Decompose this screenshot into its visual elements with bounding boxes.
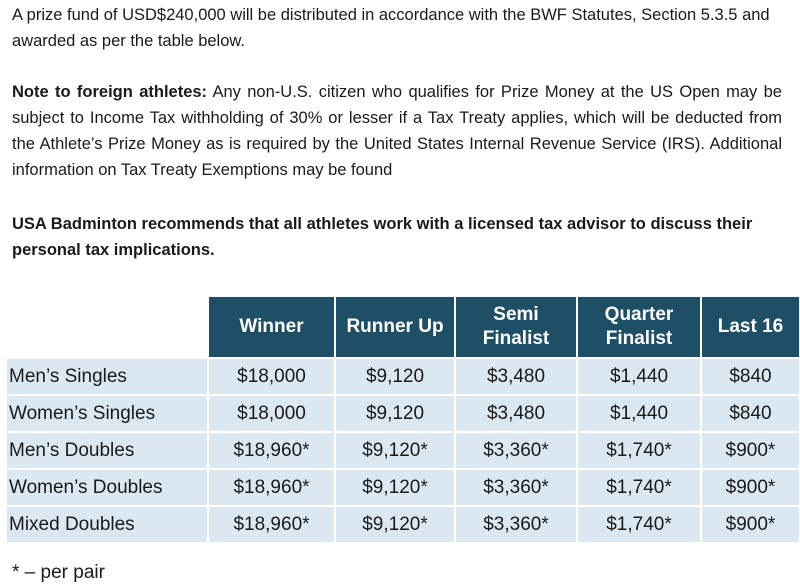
prize-cell: $9,120 bbox=[336, 396, 454, 431]
prize-cell: $9,120* bbox=[336, 433, 454, 468]
prize-cell: $840 bbox=[702, 359, 799, 394]
prize-cell: $18,000 bbox=[209, 396, 334, 431]
table-row bbox=[7, 470, 799, 505]
prize-cell: $18,960* bbox=[209, 433, 334, 468]
prize-cell: $18,960* bbox=[209, 507, 334, 542]
prize-cell: $840 bbox=[702, 396, 799, 431]
column-header-quarter-finalist: Quarter Finalist bbox=[578, 297, 700, 357]
prize-cell: $18,960* bbox=[209, 470, 334, 505]
note-label: Note to foreign athletes: bbox=[12, 83, 208, 101]
column-header-semi-finalist: Semi Finalist bbox=[456, 297, 576, 357]
prize-cell: $3,480 bbox=[456, 359, 576, 394]
foreign-athletes-note bbox=[12, 79, 782, 183]
row-label: Men’s Doubles bbox=[7, 433, 207, 468]
row-label: Women’s Singles bbox=[7, 396, 207, 431]
prize-fund-intro: A prize fund of USD$240,000 will be distributed in accordance with the BWF Statutes, Section 5.3.5 and awarded as per the table below. bbox=[12, 6, 770, 50]
prize-cell: $900* bbox=[702, 433, 799, 468]
table-row bbox=[7, 359, 799, 394]
prize-cell: $3,360* bbox=[456, 507, 576, 542]
tax-advisor-recommendation: USA Badminton recommends that all athletes work with a licensed tax advisor to discuss their personal tax implications. bbox=[12, 215, 753, 259]
note-text: Any non-U.S. citizen who qualifies for Prize Money at the US Open may be subject to Income Tax withholding of 30% or lesser if a Tax Treaty applies, which will be deducted from the Athlete’s Prize Money as is required by the United States Internal Revenue Service (IRS). Additional information on Tax Treaty Exemptions may be found bbox=[12, 83, 782, 179]
per-pair-footnote: * – per pair bbox=[12, 562, 105, 583]
prize-cell: $3,360* bbox=[456, 470, 576, 505]
table-header-row bbox=[7, 297, 799, 357]
column-header-last-16: Last 16 bbox=[702, 297, 799, 357]
prize-cell: $3,480 bbox=[456, 396, 576, 431]
row-label: Mixed Doubles bbox=[7, 507, 207, 542]
prize-cell: $18,000 bbox=[209, 359, 334, 394]
table-row bbox=[7, 433, 799, 468]
header-corner bbox=[7, 297, 207, 357]
prize-cell: $1,740* bbox=[578, 433, 700, 468]
prize-cell: $1,740* bbox=[578, 470, 700, 505]
prize-cell: $1,440 bbox=[578, 396, 700, 431]
row-label: Women’s Doubles bbox=[7, 470, 207, 505]
prize-cell: $3,360* bbox=[456, 433, 576, 468]
prize-cell: $1,440 bbox=[578, 359, 700, 394]
prize-cell: $900* bbox=[702, 470, 799, 505]
prize-cell: $9,120* bbox=[336, 507, 454, 542]
prize-cell: $9,120 bbox=[336, 359, 454, 394]
prize-money-table bbox=[5, 295, 800, 544]
prize-cell: $900* bbox=[702, 507, 799, 542]
row-label: Men’s Singles bbox=[7, 359, 207, 394]
table-row bbox=[7, 507, 799, 542]
column-header-winner: Winner bbox=[209, 297, 334, 357]
prize-cell: $9,120* bbox=[336, 470, 454, 505]
table-row bbox=[7, 396, 799, 431]
column-header-runner-up: Runner Up bbox=[336, 297, 454, 357]
prize-cell: $1,740* bbox=[578, 507, 700, 542]
